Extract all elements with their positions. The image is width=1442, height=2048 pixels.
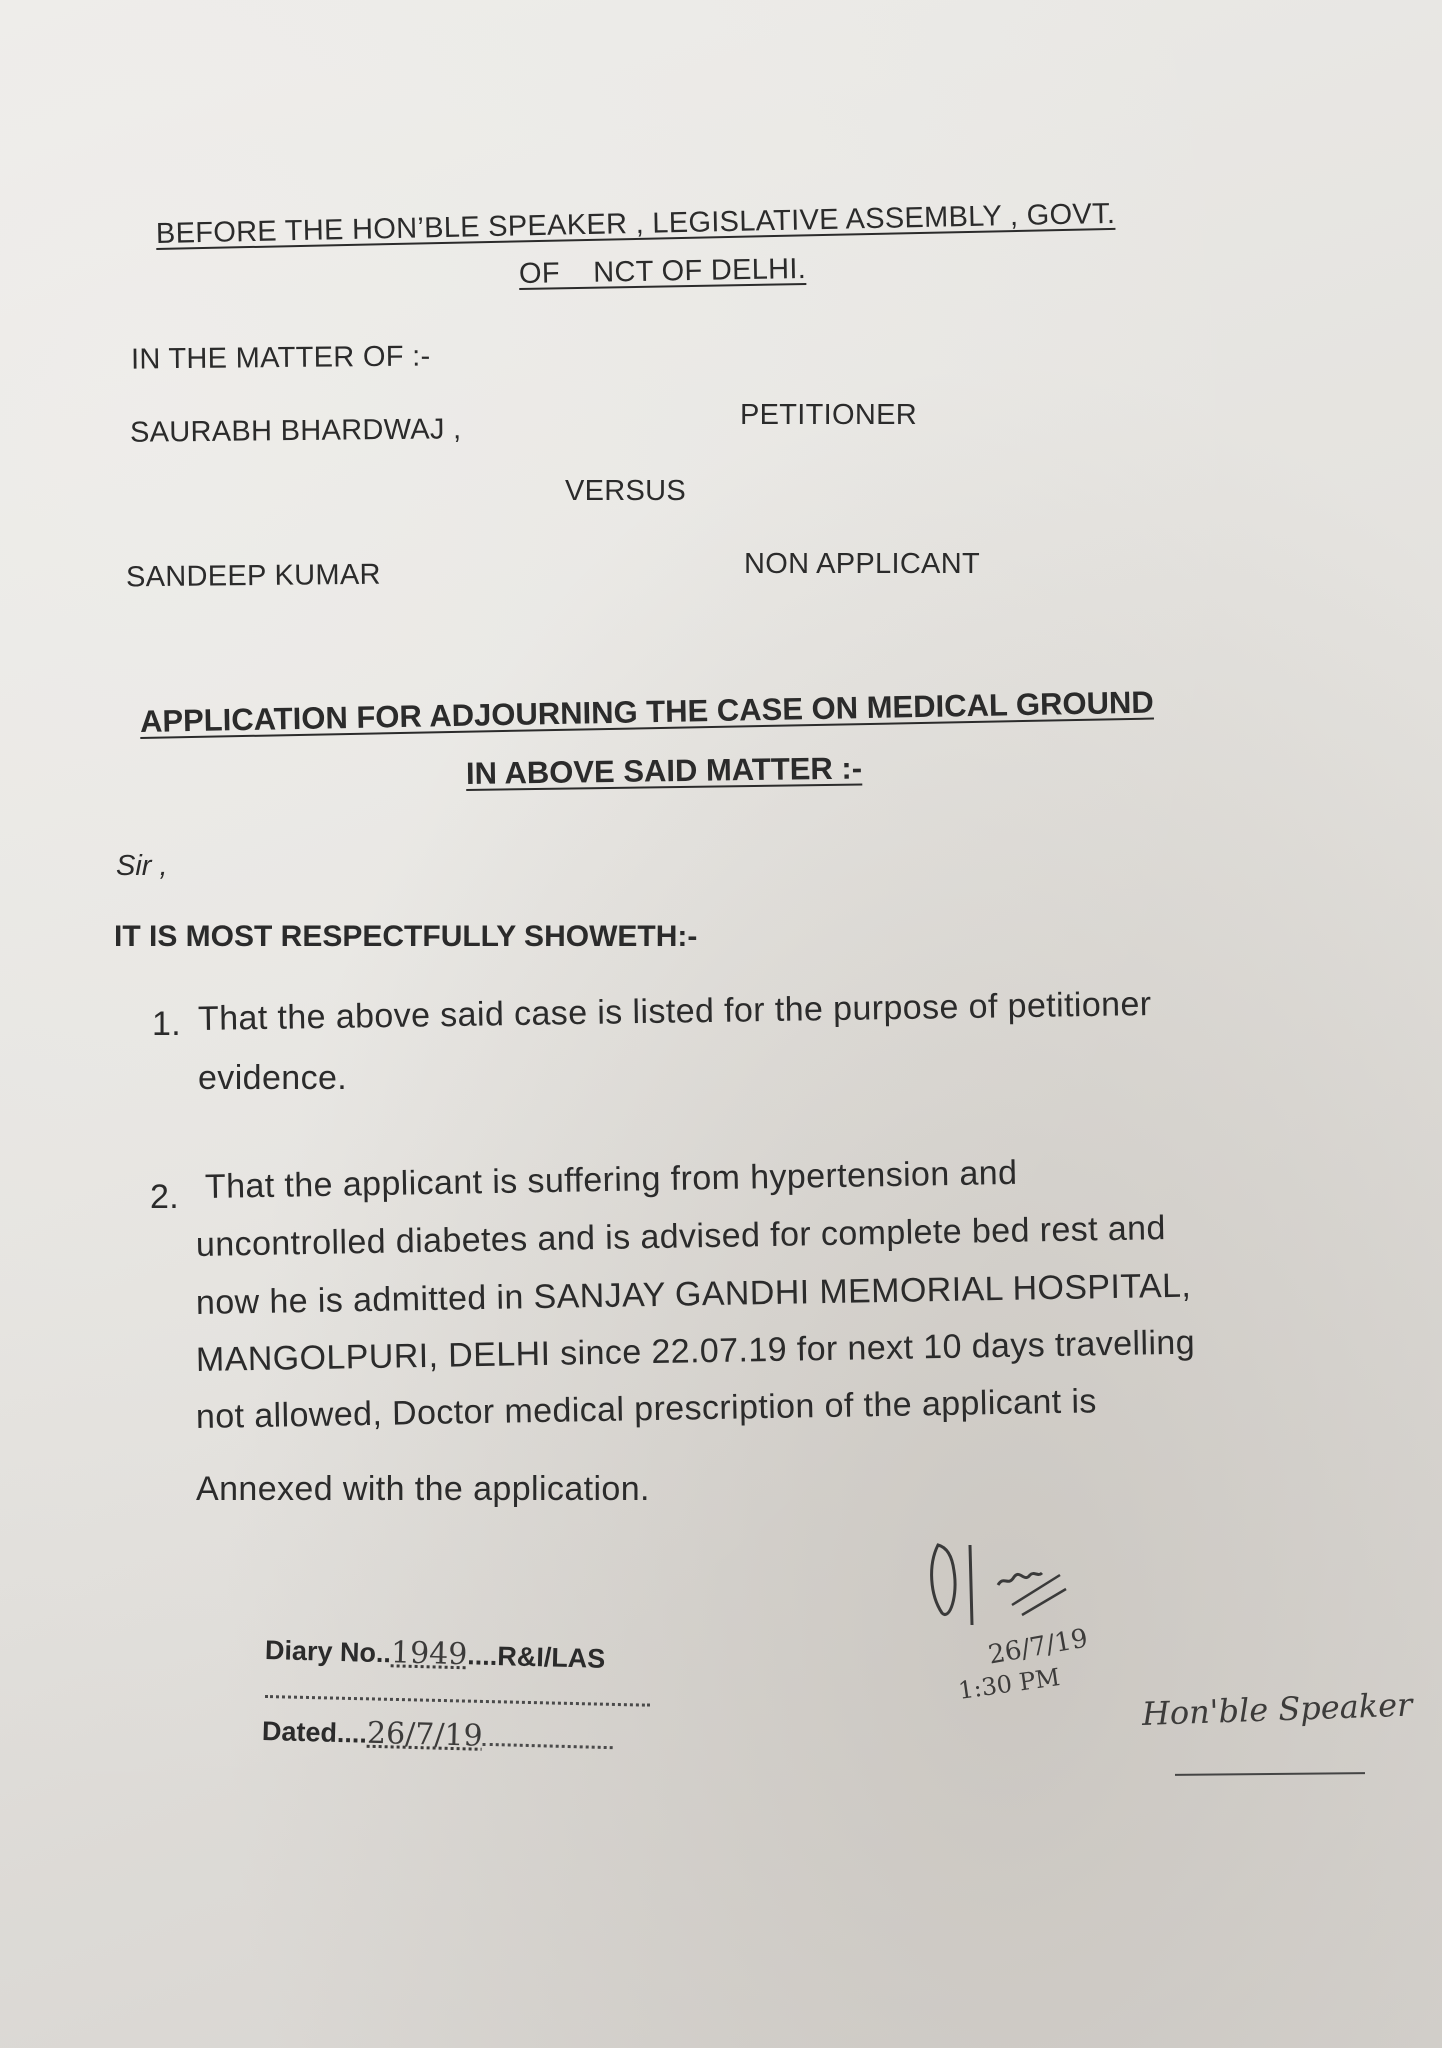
point-1-line-1: That the above said case is listed for the purpose of petitioner: [197, 985, 1152, 1038]
point-2-line-3: now he is admitted in SANJAY GANDHI MEMORIAL HOSPITAL,: [195, 1266, 1192, 1322]
stamp-dotted-divider: [265, 1695, 650, 1707]
point-2-line-4: MANGOLPURI, DELHI since 22.07.19 for next 10 days travelling: [195, 1323, 1196, 1379]
addressee-underline: [1175, 1772, 1365, 1776]
handwritten-date: 26/7/19: [986, 1623, 1091, 1671]
intro-line: IT IS MOST RESPECTFULLY SHOWETH:-: [114, 920, 698, 953]
point-1-line-2: evidence.: [198, 1059, 348, 1097]
versus-label: VERSUS: [565, 475, 687, 507]
point-1-number: 1.: [152, 1005, 182, 1043]
dated-row: [262, 1713, 613, 1757]
diary-value: 1949: [390, 1635, 468, 1673]
handwritten-addressee: Hon'ble Speaker: [1141, 1685, 1413, 1733]
petitioner-name: SAURABH BHARDWAJ ,: [129, 413, 462, 449]
petitioner-role: PETITIONER: [740, 399, 918, 431]
matter-label: IN THE MATTER OF :-: [130, 340, 431, 376]
respondent-role: NON APPLICANT: [744, 548, 980, 580]
handwritten-time: 1:30 PM: [956, 1663, 1062, 1705]
respondent-name: SANDEEP KUMAR: [125, 558, 381, 594]
salutation: Sir ,: [116, 850, 168, 882]
point-2-line-5: not allowed, Doctor medical prescription of the applicant is: [195, 1382, 1098, 1436]
diary-label: Diary No..: [264, 1635, 392, 1669]
point-2-line-1: That the applicant is suffering from hypertension and: [204, 1153, 1018, 1206]
dated-dots: [482, 1743, 612, 1749]
dated-label: Dated....: [261, 1716, 368, 1749]
point-2-number-text: 2.: [150, 1178, 180, 1216]
point-2-line-6: Annexed with the application.: [196, 1470, 650, 1508]
diary-suffix: ....R&I/LAS: [466, 1640, 606, 1674]
subject-line-2: IN ABOVE SAID MATTER :-: [465, 750, 863, 791]
point-2-line-2: uncontrolled diabetes and is advised for complete bed rest and: [195, 1209, 1167, 1264]
subject-line-1: APPLICATION FOR ADJOURNING THE CASE ON MEDICAL GROUND: [139, 684, 1154, 739]
dated-value: 26/7/19: [366, 1715, 484, 1754]
heading-line-1: BEFORE THE HON’BLE SPEAKER , LEGISLATIVE ASSEMBLY , GOVT.: [155, 197, 1116, 250]
diary-number-row: [265, 1632, 606, 1676]
heading-line-2: OF NCT OF DELHI.: [518, 252, 807, 290]
